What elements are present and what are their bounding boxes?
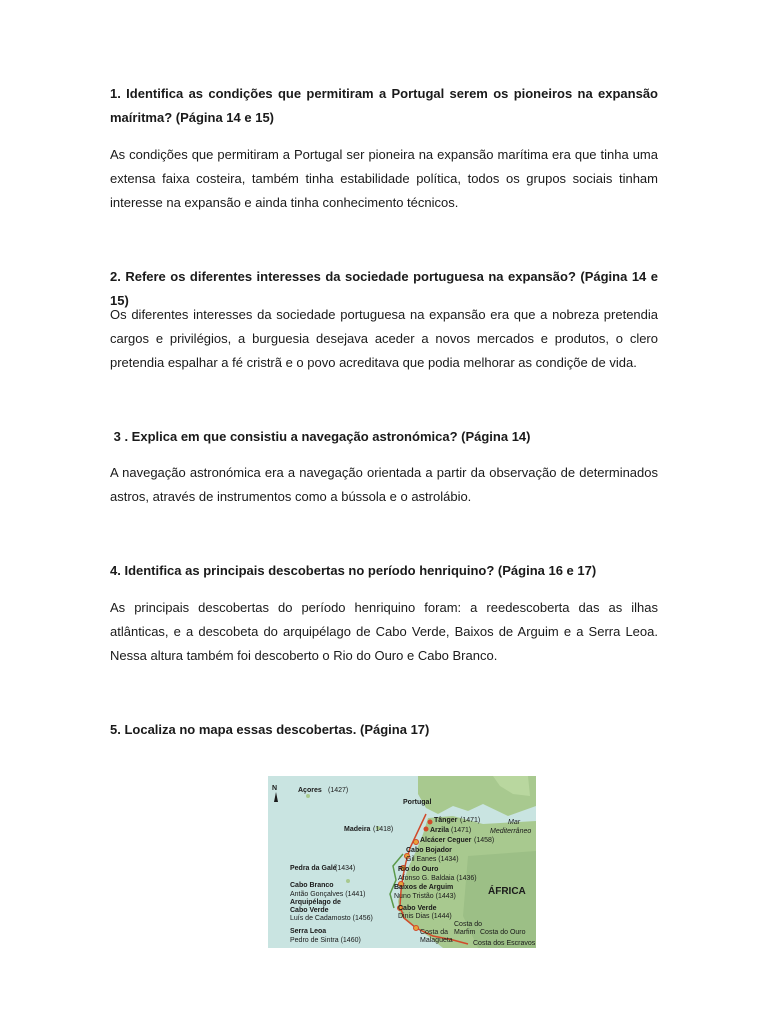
label-costa-ouro: Costa do Ouro [480,929,526,936]
label-cabo-verde-sub: Dinis Dias (1444) [398,913,452,920]
north-arrow: N [272,785,278,792]
label-acores: Açores [298,787,322,794]
label-acores-year: (1427) [328,787,349,794]
label-tanger-year: (1471) [460,817,481,824]
label-alcacer: Alcácer Ceguer [420,837,472,844]
label-mar: Mar [508,819,521,826]
label-cabo-verde: Cabo Verde [398,905,437,912]
label-marfim: Costa do [454,921,483,928]
question-4: 4. Identifica as principais descobertas no período henriquino? (Página 16 e 17) [110,563,597,578]
label-rio-ouro-sub: Afonso G. Baldaia (1436) [398,875,477,882]
label-alcacer-year: (1458) [474,837,495,844]
tanger-marker [428,820,433,825]
label-mediterraneo: Mediterrâneo [490,828,532,835]
label-malagueta-2: Malagueta [420,937,453,944]
label-cabo-branco-sub: Antão Gonçalves (1441) [290,891,366,898]
label-arquipelago-2: Cabo Verde [290,907,329,914]
label-malagueta: Costa da [420,929,449,936]
map-svg [268,776,536,948]
question-2: 2. Refere os diferentes interesses da sociedade portuguesa na expansão? (Página 14 e 15) [110,269,658,308]
label-serra-leoa-sub: Pedro de Sintra (1460) [290,937,361,944]
answer-1: As condições que permitiram a Portugal ser pioneira na expansão marítima era que tinha uma extensa faixa costeira, também tinha estabilidade política, todos os grupos sociais tinham interesse na expansão e ainda tinha conhecimento técnicos. [110,147,658,210]
alcacer-marker [414,840,419,845]
label-madeira: Madeira [344,826,371,833]
answer-2: Os diferentes interesses da sociedade portuguesa na expansão era que a nobreza pretendia cargos e privilégios, a burguesia desejava aceder a novos mercados e produtos, o clero pretendia espalhar a fé cristrã e o povo acreditava que podia melhorar as condiçõe de vida. [110,307,658,370]
label-bojador: Cabo Bojador [406,847,452,854]
serra-leoa-marker [414,926,419,931]
arzila-marker [424,827,429,832]
label-arzila: Arzila [430,827,450,834]
label-cabo-branco: Cabo Branco [290,882,334,889]
label-costa-escravos: Costa dos Escravos [473,940,536,947]
label-marfim-2: Marfim [454,929,476,936]
label-bojador-sub: Gil Eanes (1434) [406,856,459,863]
label-arguim: Baixos de Arguim [394,884,454,891]
label-galle-year: (1434) [335,865,356,872]
discoveries-map [268,776,536,948]
label-portugal: Portugal [403,799,432,806]
label-africa: ÁFRICA [488,886,526,897]
question-5: 5. Localiza no mapa essas descobertas. (Página 17) [110,722,430,737]
label-serra-leoa: Serra Leoa [290,928,327,935]
label-rio-ouro: Rio do Ouro [398,866,439,873]
answer-3: A navegação astronómica era a navegação orientada a partir da observação de determinados astros, através de instrumentos como a bússola e o astrolábio. [110,465,658,504]
label-arquipelago: Arquipélago de [290,899,341,906]
label-arzila-year: (1471) [451,827,472,834]
label-galle: Pedra da Galé [290,865,337,872]
question-1: 1. Identifica as condições que permitiram a Portugal serem os pioneiros na expansão maíritma? (Página 14 e 15) [110,86,658,125]
label-arguim-sub: Nuno Tristão (1443) [394,893,456,900]
cape-verde-island [346,879,350,883]
label-madeira-year: (1418) [373,826,394,833]
answer-4: As principais descobertas do período henriquino foram: a reedescoberta das as ilhas atlânticas, e a descobeta do arquipélago de Cabo Verde, Baixos de Arguim e a Serra Leoa. Nessa altura também foi descoberto o Rio do Ouro e Cabo Branco. [110,600,658,663]
label-tanger: Tânger [434,817,458,824]
label-arquipelago-sub: Luís de Cadamosto (1456) [290,915,373,922]
question-3: 3 . Explica em que consistiu a navegação astronómica? (Página 14) [110,429,531,444]
azores-island [306,794,310,798]
